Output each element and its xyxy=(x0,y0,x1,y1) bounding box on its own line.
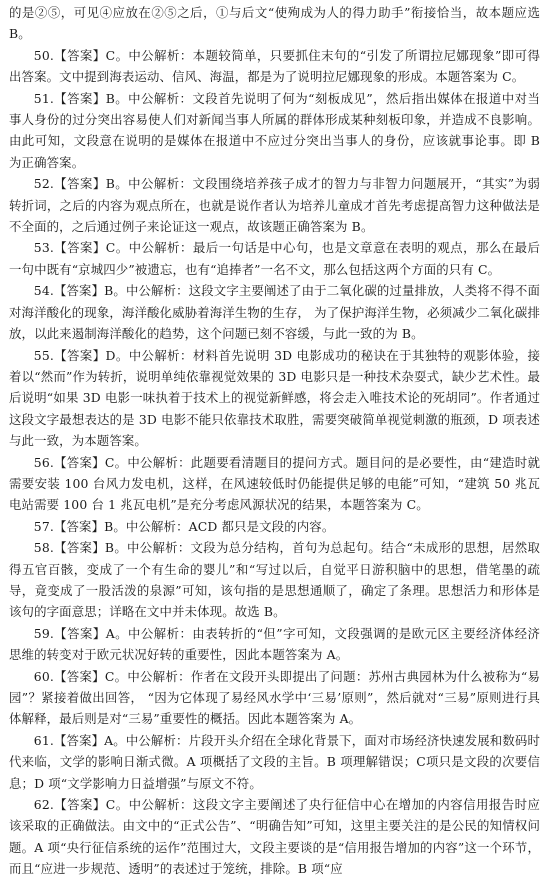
paragraph-answer-60: 60.【答案】C。中公解析：作者在文段开头即提出了问题：苏州古典园林为什么被称为“易园”？紧接着做出回答， “因为它体现了易经风水学中‘三易’原则”，然后就对“三易”原则进行具体解释，最后则是对“三易”重要性的概括。因此本题答案为 A。 xyxy=(9,668,540,727)
paragraph-answer-54: 54.【答案】B。中公解析：这段文字主要阐述了由于二氧化碳的过量排放，人类将不得不面对海洋酸化的现象，海洋酸化威胁着海洋生物的生存， 为了保护海洋生物，必须减少二氧化碳排放，以此来遏制海洋酸化的趋势，这个问题已刻不容缓，与此一致的为 B。 xyxy=(9,283,540,342)
paragraph-answer-59: 59.【答案】A。中公解析：由表转折的“但”字可知，文段强调的是欧元区主要经济体经济思维的转变对于欧元状况好转的重要性，因此本题答案为 A。 xyxy=(9,625,540,663)
paragraph-answer-52: 52.【答案】B。中公解析：文段围绕培养孩子成才的智力与非智力问题展开，“其实”为弱转折词，之后的内容为观点所在，也就是说作者认为培养儿童成才首先考虑提高智力这种做法是不全面的，之后通过例子来论证这一观点，故该题正确答案为 B。 xyxy=(9,176,540,235)
paragraph-answer-50: 50.【答案】C。中公解析：本题较简单，只要抓住末句的“引发了所谓拉尼娜现象”即可得出答案。文中提到海表运动、信风、海温，都是为了说明拉尼娜现象的形成。本题答案为 C。 xyxy=(9,47,540,85)
paragraph-49-continued: 的是②⑤，可见④应放在②⑤之后，①与后文“使殉成为人的得力助手”衔接恰当，故本题应选 B。 xyxy=(9,5,540,42)
paragraph-answer-51: 51.【答案】B。中公解析：文段首先说明了何为“刻板成见”，然后指出媒体在报道中对当事人身份的过分突出容易使人们对新闻当事人所属的群体形成某种刻板印象，并造成不良影响。由此可知，文段意在说明的是媒体在报道中不应过分突出当事人的身份，应该就事论事。即 B 为正确答案。 xyxy=(9,90,540,170)
paragraph-answer-58: 58.【答案】B。中公解析：文段为总分结构，首句为总起句。结合“未成形的思想，居然取得五官百骸，变成了一个有生命的婴儿”和“写过以后，自觉平日游积脑中的思想，借笔墨的疏导，竟变成了一股活泼的泉源”可知，该句指的是思想通顺了，确定了条理。思想活力和形体是该句的字面意思；详略在文中并未体现。故选 B。 xyxy=(9,540,540,620)
paragraph-answer-53: 53.【答案】C。中公解析：最后一句话是中心句，也是文章意在表明的观点，那么在最后一句中既有“京城四少”被遗忘，也有“追捧者”一名不文，那么包括这两个方面的只有 C。 xyxy=(9,240,540,277)
paragraph-answer-56: 56.【答案】C。中公解析：此题要看清题目的提问方式。题目问的是必要性，由“建造时就需要安装 100 台风力发电机，这样，在风速较低时仍能提供足够的电能”可知，“建筑 50 兆瓦电站需要 100 台 1 兆瓦电机”是充分考虑风源状况的结果，本题答案为 C。 xyxy=(9,454,540,513)
paragraph-answer-62: 62.【答案】C。中公解析：这段文字主要阐述了央行征信中心在增加的内容信用报告时应该采取的正确做法。由文中的“正式公告”、“明确告知”可知，这里主要关注的是公民的知情权问题。A 项“央行征信系统的运作”范围过大，文段主要谈的是“信用报告增加的内容”这一个环节，而且“应进一步规范、透明”的表述过于笼统，排除。B 项“应 xyxy=(9,797,540,877)
paragraph-answer-55: 55.【答案】D。中公解析：材料首先说明 3D 电影成功的秘诀在于其独特的观影体验，接着以“然而”作为转折，说明单纯依靠视觉效果的 3D 电影只是一种技术杂耍式，缺少艺术性。最后说明“如果 3D 电影一味执着于技术上的视觉新鲜感，将会走入唯技术论的死胡同”。作者通过这段文字最想表达的是 3D 电影不能只依靠技术取胜，需要突破简单视觉刺激的瓶颈，D 项表述与此一致，为本题答案。 xyxy=(9,347,540,449)
paragraph-answer-61: 61.【答案】A。中公解析：片段开头介绍在全球化背景下，面对市场经济快速发展和数码时代来临，文学的影响日渐式微。A 项概括了文段的主旨。B 项理解错误；C项只是文段的次要信息；D 项“文学影响力日益增强”与原文不符。 xyxy=(9,732,540,791)
paragraph-answer-57: 57.【答案】B。中公解析：ACD 都只是文段的内容。 xyxy=(33,518,335,534)
